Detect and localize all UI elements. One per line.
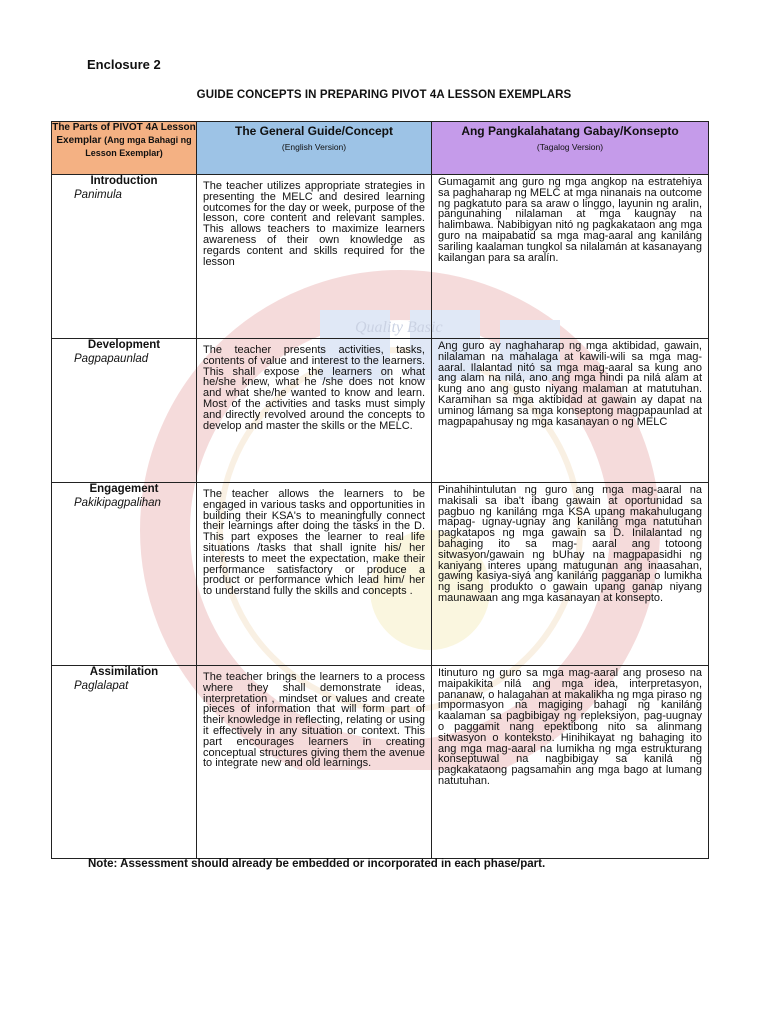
part-name: Introduction <box>90 175 158 187</box>
header-english-title: The General Guide/Concept <box>234 124 394 138</box>
part-tagalog: Pagpapaunlad <box>74 353 149 365</box>
header-english <box>197 122 432 175</box>
table-row-introduction <box>52 175 709 339</box>
part-cell <box>52 483 197 666</box>
header-english-sub: (English Version) <box>281 142 347 152</box>
watermark-text: Quality Basic <box>355 319 443 336</box>
english-cell <box>197 339 432 483</box>
english-text: The teacher allows the learners to be engaged in various tasks and opportunities in building their KSA's to meaningfully connect their learnings after doing the tasks in the D. This part exposes the learner to real life situations /tasks that shall ignite his/ her interests to meet the expectation, make their performance satisfactory or produce a product or performance which lead him/ her to understand fully the skills and concepts . <box>203 488 425 598</box>
english-text: The teacher utilizes appropriate strategies in presenting the MELC and desired learning outcomes for the day or week, purpose of the lesson, core content and relevant samples. This allows teachers to maximize learners awareness of their own knowledge as regards content and skills required for the lesson <box>203 180 425 268</box>
part-name: Assimilation <box>89 666 159 678</box>
english-cell <box>197 175 432 339</box>
tagalog-text: Pinahihintulutan ng guro ang mga mag-aaral na makisali sa iba't ibang gawain at oportunidad sa pagbuo ng kaniláng mga KSA upang makahulugang mapag- ugnay-ugnay ang kaniláng mga natutuhan pagkatapos ng mga gawain sa D. Inilalantad ng bahaging ito sa mag- aaral ang totoong sitwasyon/gawain ng bUhay na magpapasidhi ng kaniyang interes upang matugunan ang inaasahan, gawing kasiya-siyá ang kaniláng pagganap o lumikha ng isang produkto o gawain upang ganap niyang maunawaan ang mga kasanayan at konsepto. <box>438 484 702 604</box>
part-cell <box>52 175 197 339</box>
tagalog-cell <box>432 483 709 666</box>
part-name: Engagement <box>89 483 159 495</box>
table-row-assimilation <box>52 666 709 859</box>
table-row-development <box>52 339 709 483</box>
part-tagalog: Panimula <box>74 189 122 201</box>
header-tagalog-sub: (Tagalog Version) <box>536 142 604 152</box>
tagalog-text: Itinuturo ng guro sa mga mag-aaral ang proseso na maipakikita nilá ang mga idea, interpretasyon, pananaw, o halagahan at makalikha ng mga piraso ng impormasyon na magiging bahagi ng kaniláng kaalaman sa pagbibigay ng repleksiyon, pag-uugnay o paggamit nang epektibong nito sa alinmang sitwasyon o konteksto. Hinihikayat ng bahaging ito ang mga mag-aaral na lumikha ng mga estrukturang konseptuwal na nagbibigay sa kanilá ng pagkakataong pagsamahin ang mga bago at lumang natutuhan. <box>438 667 702 787</box>
document-title: GUIDE CONCEPTS IN PREPARING PIVOT 4A LESSON EXEMPLARS <box>196 89 572 101</box>
tagalog-cell <box>432 666 709 859</box>
tagalog-text: Gumagamit ang guro ng mga angkop na estratehiya sa paghaharap ng MELC at mga ninanais na outcome ng pagkatuto para sa araw o linggo, layunin ng aralin, pangunahing nilalaman at mga kaugnay na halimbawa. Nabibigyan nitó ng pagkakataon ang mga guro na maipabatid sa mga mag-aaral ang kaniláng sariling kaalaman tungkol sa nilalamán at kasanayang kailangan para sa aralín. <box>438 176 702 264</box>
part-cell <box>52 666 197 859</box>
part-name: Development <box>87 339 161 351</box>
part-cell <box>52 339 197 483</box>
header-parts-main: The Parts of PIVOT 4A Lesson Exemplar <box>52 122 196 146</box>
table-row-engagement <box>52 483 709 666</box>
part-tagalog: Pakikipagpalihan <box>74 497 161 509</box>
english-cell <box>197 483 432 666</box>
enclosure-label: Enclosure 2 <box>87 57 161 72</box>
english-text: The teacher presents activities, tasks, contents of value and interest to the learners. This shall expose the learners on what he/she knew, what he /she does not know and what she/he wanted to know and learn. Most of the activities and tasks must simply and directly revolved around the concepts to develop and master the skills or the MELC. <box>203 344 425 432</box>
header-parts <box>52 122 197 175</box>
tagalog-cell <box>432 175 709 339</box>
english-cell <box>197 666 432 859</box>
tagalog-cell <box>432 339 709 483</box>
part-tagalog: Paglalapat <box>74 680 129 692</box>
tagalog-text: Ang guro ay naghaharap ng mga aktibidad, gawain, nilalaman na mahalaga at kawili-wili sa mga mag- aaral. Ilalantad nitó sa mga mag-aaral sa kung ano ang alam na nilá, ano ang mga hindi pa nilá alam at kung ano ang gusto niyang malaman at matutuhan. Karamihan sa mga aktibidad at gawain ay dapat na uminog lámang sa mga konseptong magpapaunlad at magpapahusay ng mga kasanayan o ng MELC <box>438 340 702 428</box>
guide-concepts-table <box>51 121 709 859</box>
header-tagalog-title: Ang Pangkalahatang Gabay/Konsepto <box>461 124 679 138</box>
assessment-note: Note: Assessment should already be embedded or incorporated in each phase/part. <box>88 858 546 870</box>
english-text: The teacher brings the learners to a process where they shall demonstrate ideas, interpretation , mindset or values and create pieces of information that will form part of their knowledge in reflecting, relating or using it effectively in any situation or context. This part encourages learners in creating conceptual structures giving them the avenue to integrate new and old learnings. <box>203 671 425 770</box>
table-header-row <box>52 122 709 175</box>
header-parts-sub: (Ang mga Bahagi ng Lesson Exemplar) <box>85 135 192 158</box>
header-tagalog <box>432 122 709 175</box>
